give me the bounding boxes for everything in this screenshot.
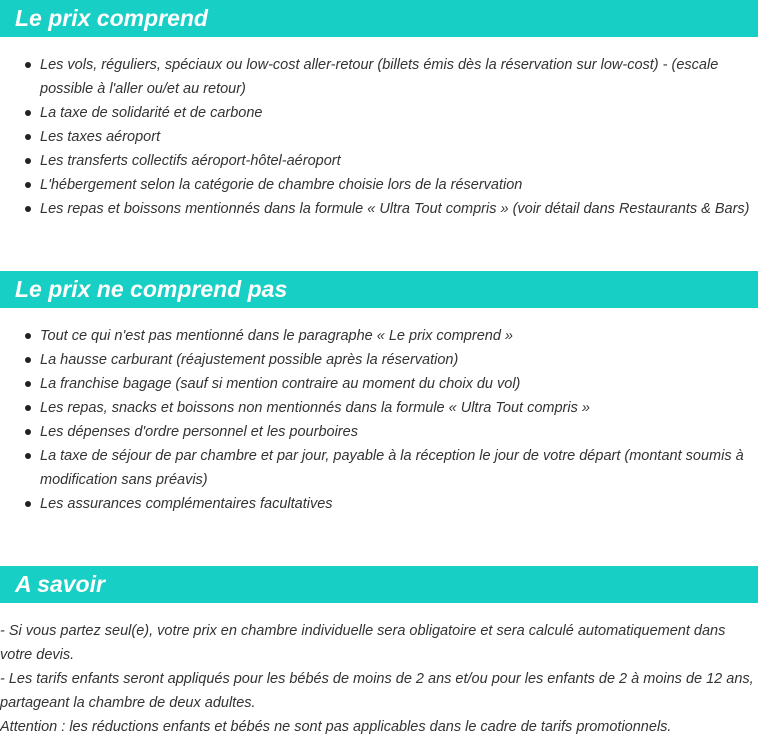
list-item: Les assurances complémentaires facultatives	[0, 492, 758, 516]
list-item: Les vols, réguliers, spéciaux ou low-cost aller-retour (billets émis dès la réservation sur low-cost) - (escale possible à l'aller ou/et au retour)	[0, 53, 758, 101]
good-to-know-section-header	[0, 566, 758, 603]
list-item: Les transferts collectifs aéroport-hôtel-aéroport	[0, 149, 758, 173]
list-item: Tout ce qui n'est pas mentionné dans le paragraphe « Le prix comprend »	[0, 324, 758, 348]
bullet-dot-icon	[25, 62, 31, 68]
list-item: La franchise bagage (sauf si mention contraire au moment du choix du vol)	[0, 372, 758, 396]
bullet-dot-icon	[25, 134, 31, 140]
not-included-list	[0, 324, 758, 516]
bullet-dot-icon	[25, 357, 31, 363]
list-item: La hausse carburant (réajustement possible après la réservation)	[0, 348, 758, 372]
bullet-dot-icon	[25, 429, 31, 435]
list-item: Les dépenses d'ordre personnel et les pourboires	[0, 420, 758, 444]
bullet-dot-icon	[25, 206, 31, 212]
not-included-section-title: Le prix ne comprend pas	[15, 276, 288, 302]
bullet-dot-icon	[25, 405, 31, 411]
bullet-dot-icon	[25, 158, 31, 164]
good-to-know-paragraph: - Les tarifs enfants seront appliqués pour les bébés de moins de 2 ans et/ou pour les enfants de 2 à moins de 12 ans, partageant la chambre de deux adultes.	[0, 671, 754, 711]
bullet-dot-icon	[25, 333, 31, 339]
good-to-know-section-title: A savoir	[15, 571, 105, 597]
bullet-dot-icon	[25, 182, 31, 188]
list-item: L'hébergement selon la catégorie de chambre choisie lors de la réservation	[0, 173, 758, 197]
not-included-section-header	[0, 271, 758, 308]
bullet-dot-icon	[25, 110, 31, 116]
included-section-title: Le prix comprend	[15, 5, 208, 31]
list-item: La taxe de séjour de par chambre et par jour, payable à la réception le jour de votre départ (montant soumis à modification sans préavis)	[0, 444, 758, 492]
bullet-dot-icon	[25, 501, 31, 507]
list-item: Les repas, snacks et boissons non mentionnés dans la formule « Ultra Tout compris »	[0, 396, 758, 420]
list-item: La taxe de solidarité et de carbone	[0, 101, 758, 125]
bullet-dot-icon	[25, 453, 31, 459]
good-to-know-paragraph: - Si vous partez seul(e), votre prix en chambre individuelle sera obligatoire et sera calculé automatiquement dans votre devis.	[0, 623, 726, 663]
list-item: Les repas et boissons mentionnés dans la formule « Ultra Tout compris » (voir détail dans Restaurants & Bars)	[0, 197, 758, 221]
included-list	[0, 53, 758, 221]
good-to-know-text	[0, 619, 758, 739]
bullet-dot-icon	[25, 381, 31, 387]
included-section-header	[0, 0, 758, 37]
list-item: Les taxes aéroport	[0, 125, 758, 149]
good-to-know-paragraph: Attention : les réductions enfants et bébés ne sont pas applicables dans le cadre de tarifs promotionnels.	[0, 719, 672, 735]
